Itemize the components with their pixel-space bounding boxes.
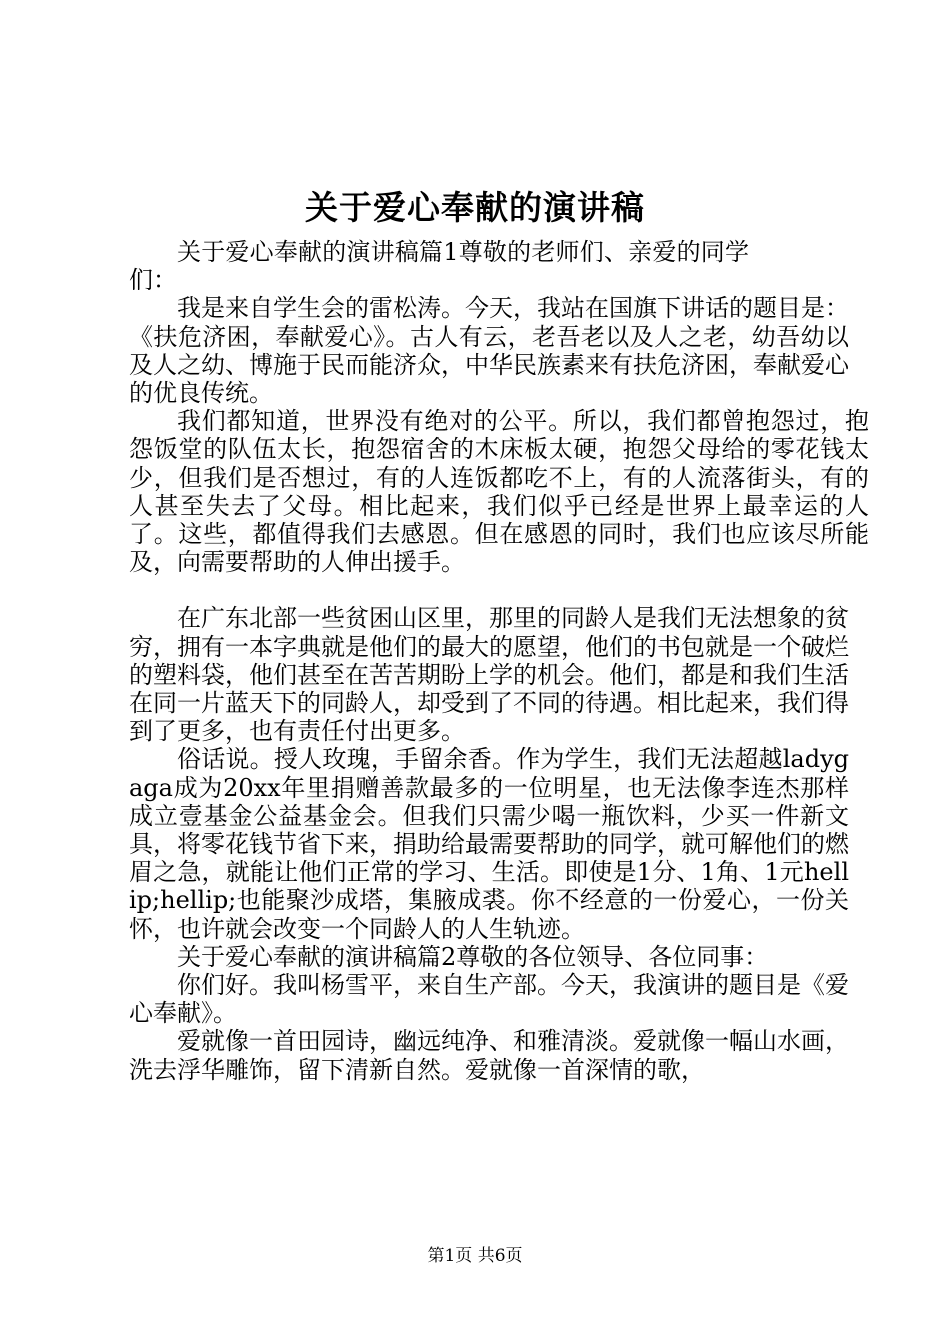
paragraph-6: 爱就像一首田园诗，幽远纯净、和雅清淡。爱就像一幅山水画，洗去浮华雕饰，留下清新自然。爱就像一首深情的歌，: [129, 1027, 849, 1084]
paragraph-3: 在广东北部一些贫困山区里，那里的同龄人是我们无法想象的贫穷，拥有一本字典就是他们的最大的愿望，他们的书包就是一个破烂的塑料袋，他们甚至在苦苦期盼上学的机会。他们，都是和我们生活在同一片蓝天下的同龄人，却受到了不同的待遇。相比起来，我们得到了更多，也有责任付出更多。: [129, 604, 849, 746]
paragraph-1: 我是来自学生会的雷松涛。今天，我站在国旗下讲话的题目是：《扶危济困，奉献爱心》。古人有云，老吾老以及人之老，幼吾幼以及人之幼、博施于民而能济众，中华民族素来有扶危济困，奉献爱心的优良传统。: [129, 294, 849, 408]
document-body: [129, 238, 869, 1084]
paragraph-4: 俗话说。授人玫瑰，手留余香。作为学生，我们无法超越ladygaga成为20xx年里捐赠善款最多的一位明星，也无法像李连杰那样成立壹基金公益基金会。但我们只需少喝一瓶饮料，少买一件新文具，将零花钱节省下来，捐助给最需要帮助的同学，就可解他们的燃眉之急，就能让他们正常的学习、生活。即使是1分、1角、1元hellip;hellip;也能聚沙成塔，集腋成裘。你不经意的一份爱心，一份关怀，也许就会改变一个同龄人的人生轨迹。: [129, 745, 849, 943]
paragraph-intro-1: 关于爱心奉献的演讲稿篇1尊敬的老师们、亲爱的同学们：: [129, 238, 749, 295]
paragraph-5: 你们好。我叫杨雪平，来自生产部。今天，我演讲的题目是《爱心奉献》。: [129, 971, 849, 1028]
paragraph-intro-2: 关于爱心奉献的演讲稿篇2尊敬的各位领导、各位同事：: [177, 942, 769, 971]
document-title: 关于爱心奉献的演讲稿: [305, 188, 645, 227]
page-footer: 第1页 共6页: [427, 1246, 523, 1266]
paragraph-2: 我们都知道，世界没有绝对的公平。所以，我们都曾抱怨过，抱怨饭堂的队伍太长，抱怨宿舍的木床板太硬，抱怨父母给的零花钱太少，但我们是否想过，有的人连饭都吃不上，有的人流落街头，有的人甚至失去了父母。相比起来，我们似乎已经是世界上最幸运的人了。这些，都值得我们去感恩。但在感恩的同时，我们也应该尽所能及，向需要帮助的人伸出援手。: [129, 407, 869, 577]
paragraph-gap: [129, 576, 849, 604]
